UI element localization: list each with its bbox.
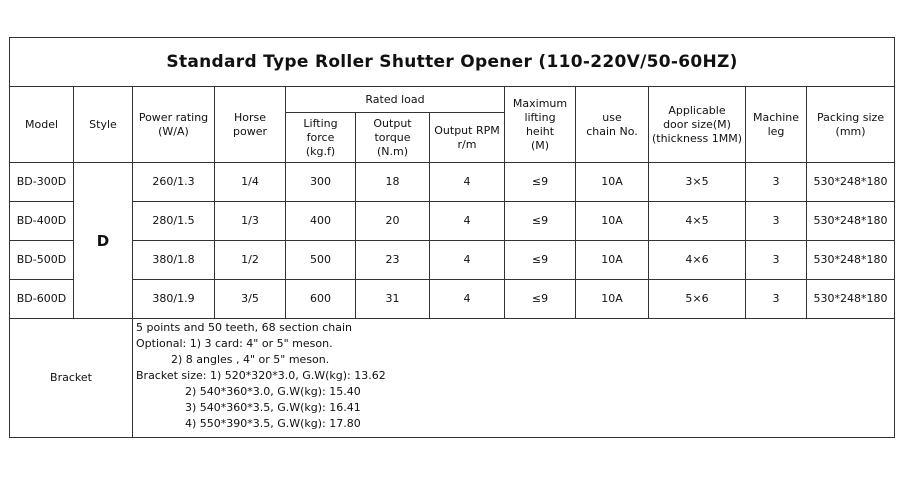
cell-model: BD-500D xyxy=(10,241,74,280)
cell-max-height: ≤9 xyxy=(505,202,576,241)
table-row xyxy=(10,202,895,241)
header-output-rpm-line2: r/m xyxy=(457,137,477,151)
header-use-chain xyxy=(576,87,649,163)
table-row xyxy=(10,280,895,319)
bracket-label: Bracket xyxy=(10,319,133,438)
header-lifting-force xyxy=(286,113,356,163)
cell-horse-power: 1/2 xyxy=(215,241,286,280)
header-power-rating-line2: (W/A) xyxy=(158,124,189,138)
header-output-rpm-line1: Output RPM xyxy=(434,123,500,137)
table-row xyxy=(10,241,895,280)
header-output-torque-line1: Output torque xyxy=(373,116,412,144)
cell-output-rpm: 4 xyxy=(430,163,505,202)
header-max-lifting-line3: heiht xyxy=(525,124,555,138)
header-max-lifting-line4: (M) xyxy=(530,138,550,152)
header-machine-leg: Machine leg xyxy=(746,87,807,163)
cell-output-torque: 18 xyxy=(356,163,430,202)
cell-horse-power: 1/3 xyxy=(215,202,286,241)
header-rated-load: Rated load xyxy=(286,87,505,113)
header-output-torque xyxy=(356,113,430,163)
header-max-lifting xyxy=(505,87,576,163)
bracket-line: 2) 540*360*3.0, G.W(kg): 15.40 xyxy=(136,385,361,398)
header-output-rpm xyxy=(430,113,505,163)
spec-table xyxy=(9,37,895,438)
cell-chain: 10A xyxy=(576,241,649,280)
header-use-chain-line2: chain No. xyxy=(586,124,638,138)
bracket-line: Bracket size: 1) 520*320*3.0, G.W(kg): 13.62 xyxy=(136,369,386,382)
cell-max-height: ≤9 xyxy=(505,163,576,202)
header-model: Model xyxy=(10,87,74,163)
bracket-row xyxy=(10,319,895,438)
cell-horse-power: 1/4 xyxy=(215,163,286,202)
cell-max-height: ≤9 xyxy=(505,280,576,319)
header-door-size-line3: (thickness 1MM) xyxy=(651,131,743,145)
cell-lifting-force: 300 xyxy=(286,163,356,202)
cell-output-torque: 23 xyxy=(356,241,430,280)
cell-output-torque: 20 xyxy=(356,202,430,241)
cell-lifting-force: 400 xyxy=(286,202,356,241)
header-lifting-force-line2: (kg.f) xyxy=(305,144,336,158)
header-door-size-line1: Applicable xyxy=(668,103,726,117)
bracket-line: 5 points and 50 teeth, 68 section chain xyxy=(136,321,352,334)
header-packing-size-line1: Packing size xyxy=(816,110,885,124)
cell-chain: 10A xyxy=(576,202,649,241)
cell-output-torque: 31 xyxy=(356,280,430,319)
bracket-line: Optional: 1) 3 card: 4" or 5" meson. xyxy=(136,337,333,350)
cell-chain: 10A xyxy=(576,280,649,319)
spec-sheet xyxy=(9,37,894,438)
table-row xyxy=(10,163,895,202)
cell-machine-leg: 3 xyxy=(746,241,807,280)
cell-machine-leg: 3 xyxy=(746,280,807,319)
header-horse-power: Horse power xyxy=(215,87,286,163)
header-max-lifting-line2: lifting xyxy=(524,110,556,124)
cell-door-size: 4×6 xyxy=(649,241,746,280)
cell-output-rpm: 4 xyxy=(430,241,505,280)
header-style: Style xyxy=(74,87,133,163)
header-use-chain-line1: use xyxy=(602,110,622,124)
cell-machine-leg: 3 xyxy=(746,202,807,241)
header-output-torque-line2: (N.m) xyxy=(376,144,409,158)
header-lifting-force-line1: Lifting force xyxy=(303,116,338,144)
cell-door-size: 5×6 xyxy=(649,280,746,319)
cell-packing-size: 530*248*180 xyxy=(807,280,895,319)
header-max-lifting-line1: Maximum xyxy=(512,96,568,110)
header-packing-size xyxy=(807,87,895,163)
header-door-size-line2: door size(M) xyxy=(663,117,731,131)
header-door-size xyxy=(649,87,746,163)
cell-style: D xyxy=(74,163,133,319)
cell-power: 260/1.3 xyxy=(133,163,215,202)
cell-packing-size: 530*248*180 xyxy=(807,202,895,241)
cell-power: 380/1.9 xyxy=(133,280,215,319)
cell-machine-leg: 3 xyxy=(746,163,807,202)
bracket-line: 4) 550*390*3.5, G.W(kg): 17.80 xyxy=(136,417,361,430)
cell-lifting-force: 600 xyxy=(286,280,356,319)
bracket-line: 2) 8 angles , 4" or 5" meson. xyxy=(136,353,330,366)
bracket-details xyxy=(133,319,895,438)
cell-model: BD-400D xyxy=(10,202,74,241)
cell-max-height: ≤9 xyxy=(505,241,576,280)
cell-packing-size: 530*248*180 xyxy=(807,163,895,202)
header-power-rating xyxy=(133,87,215,163)
bracket-line: 3) 540*360*3.5, G.W(kg): 16.41 xyxy=(136,401,361,414)
cell-door-size: 3×5 xyxy=(649,163,746,202)
cell-lifting-force: 500 xyxy=(286,241,356,280)
cell-power: 380/1.8 xyxy=(133,241,215,280)
cell-door-size: 4×5 xyxy=(649,202,746,241)
cell-model: BD-600D xyxy=(10,280,74,319)
cell-model: BD-300D xyxy=(10,163,74,202)
cell-chain: 10A xyxy=(576,163,649,202)
cell-output-rpm: 4 xyxy=(430,280,505,319)
cell-horse-power: 3/5 xyxy=(215,280,286,319)
table-title: Standard Type Roller Shutter Opener (110-220V/50-60HZ) xyxy=(10,38,895,87)
cell-power: 280/1.5 xyxy=(133,202,215,241)
header-packing-size-line2: (mm) xyxy=(835,124,866,138)
cell-packing-size: 530*248*180 xyxy=(807,241,895,280)
cell-output-rpm: 4 xyxy=(430,202,505,241)
header-power-rating-line1: Power rating xyxy=(138,110,209,124)
